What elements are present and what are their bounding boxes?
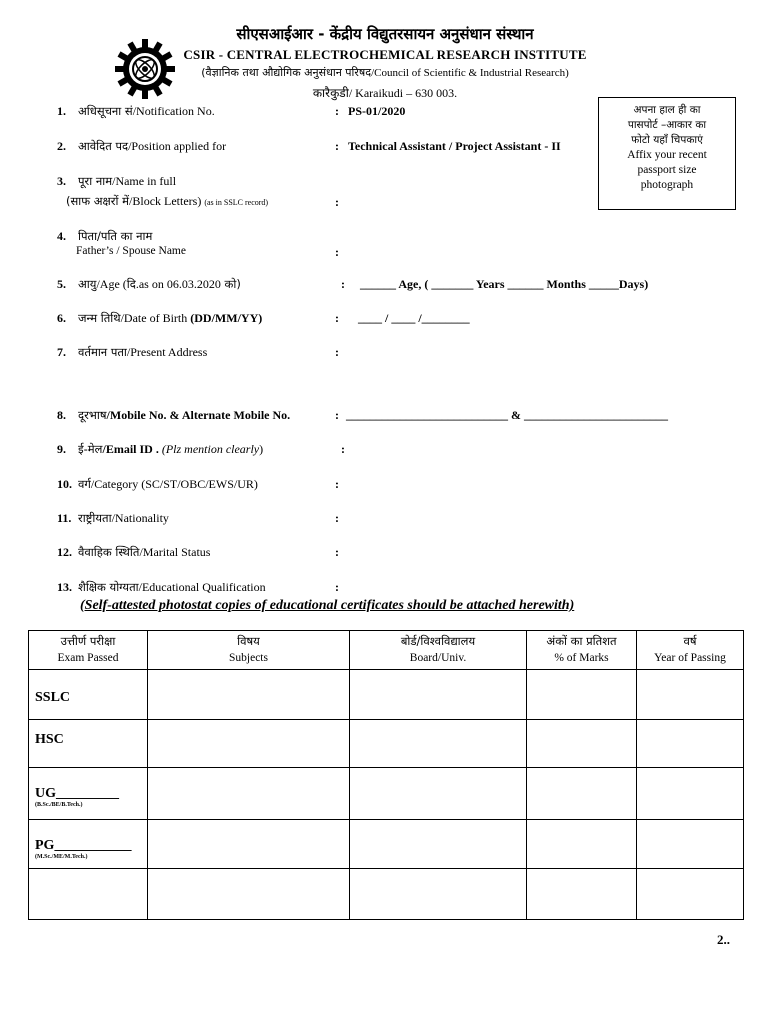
table-row xyxy=(29,670,744,720)
header-hindi: बोर्ड/विश्वविद्यालय xyxy=(400,634,476,648)
field-number: 8. xyxy=(57,408,66,422)
row-sublabel: (B.Sc./BE/B.Tech.) xyxy=(35,802,83,808)
row-label: HSC xyxy=(35,732,64,747)
table-cell[interactable] xyxy=(637,720,744,768)
table-cell[interactable] xyxy=(148,670,350,720)
field-label-english: /Name in full xyxy=(112,174,177,188)
field-colon: : xyxy=(335,477,339,491)
dob-input[interactable]: ____ / ____ /________ xyxy=(358,311,470,325)
field-label xyxy=(78,442,263,457)
institute-title-hindi: सीएसआईआर - केंद्रीय विद्युतरसायन अनुसंधान संस्थान xyxy=(236,25,534,43)
field-label xyxy=(78,408,290,423)
field-label-english: /Present Address xyxy=(126,345,208,359)
photo-hindi-line2: पासपोर्ट –आकार का xyxy=(627,119,707,131)
header-year xyxy=(637,631,744,670)
row-label: PG___________ xyxy=(35,838,132,853)
field-number: 12. xyxy=(57,545,72,559)
header-subjects xyxy=(148,631,350,670)
row-label-cell xyxy=(29,720,148,768)
table-row xyxy=(29,768,744,820)
table-cell[interactable] xyxy=(148,869,350,920)
table-cell[interactable] xyxy=(350,869,527,920)
header-board-univ xyxy=(350,631,527,670)
field-colon: : xyxy=(341,442,345,456)
photo-hindi-line3: फोटो यहाँ चिपकाएं xyxy=(631,134,703,146)
photo-box[interactable] xyxy=(598,97,736,210)
field-label-note: (as in SSLC record) xyxy=(204,198,269,207)
row-label-cell xyxy=(29,869,148,920)
field-number: 5. xyxy=(57,277,66,291)
field-label xyxy=(78,277,241,292)
table-cell[interactable] xyxy=(527,820,637,869)
table-cell[interactable] xyxy=(527,670,637,720)
field-label-hindi: दि xyxy=(126,277,136,291)
page-number: 2.. xyxy=(717,932,730,947)
field-colon: : xyxy=(335,511,339,525)
field-colon: : xyxy=(335,408,339,422)
field-number: 1. xyxy=(57,104,66,118)
education-table xyxy=(28,630,744,920)
field-colon: : xyxy=(335,245,339,259)
table-row xyxy=(29,820,744,869)
place-hindi: कारैकुडी xyxy=(312,86,349,100)
field-label-english: /Nationality xyxy=(111,511,169,525)
header-english: Subjects xyxy=(229,652,268,664)
row-label-cell xyxy=(29,768,148,820)
table-row xyxy=(29,720,744,768)
field-label-english: /Block Letters) xyxy=(129,194,202,208)
position-value: Technical Assistant / Project Assistant - II xyxy=(348,139,561,153)
table-cell[interactable] xyxy=(527,768,637,820)
field-label-hindi: वर्तमान पता xyxy=(78,345,127,359)
row-label-cell xyxy=(29,820,148,869)
field-number: 11. xyxy=(57,511,72,525)
age-input[interactable]: ______ Age, ( _______ Years ______ Months _____Days) xyxy=(360,277,649,291)
header-english: Exam Passed xyxy=(57,652,119,664)
header-marks xyxy=(527,631,637,670)
field-label-hindi: जन्म तिथि xyxy=(78,311,121,325)
field-label-hindi: (साफ अक्षरों में xyxy=(66,194,130,208)
field-colon: : xyxy=(335,580,339,594)
council-english: /Council of Scientific & Industrial Research) xyxy=(371,67,569,79)
place-english: / Karaikudi – 630 003. xyxy=(348,86,458,100)
photo-english-line1: Affix your recent xyxy=(627,149,707,161)
header-hindi: अंकों का प्रतिशत xyxy=(546,634,617,648)
row-sublabel: (M.Sc./ME/M.Tech.) xyxy=(35,854,88,860)
photo-english-line3: photograph xyxy=(640,179,694,191)
field-label-hindi: आयु xyxy=(78,277,97,291)
table-cell[interactable] xyxy=(350,720,527,768)
photo-english-line2: passport size xyxy=(637,164,697,176)
header-english: Year of Passing xyxy=(654,652,726,664)
table-header-row xyxy=(29,631,744,670)
field-label xyxy=(78,229,152,244)
field-label-english: /Notification No. xyxy=(132,104,215,118)
field-label-english: /Position applied for xyxy=(128,139,227,153)
institute-title-english: CSIR - CENTRAL ELECTROCHEMICAL RESEARCH INSTITUTE xyxy=(183,47,587,62)
field-label xyxy=(78,311,262,326)
mobile-input[interactable]: ___________________________ & ________________________ xyxy=(346,408,668,422)
table-cell[interactable] xyxy=(527,720,637,768)
council-hindi: (वैज्ञानिक तथा औद्योगिक अनुसंधान परिषद xyxy=(201,66,372,79)
table-cell[interactable] xyxy=(527,869,637,920)
field-colon: : xyxy=(335,104,339,118)
field-label xyxy=(78,511,169,526)
field-label-hindi: राष्ट्रीयता xyxy=(78,511,112,525)
field-label xyxy=(78,174,176,189)
field-number: 9. xyxy=(57,442,66,456)
table-cell[interactable] xyxy=(350,768,527,820)
field-label xyxy=(78,545,210,560)
row-label-cell xyxy=(29,670,148,720)
field-label-english: .as on 06.03.2020 xyxy=(135,277,221,291)
header-hindi: वर्ष xyxy=(683,634,697,648)
field-label xyxy=(78,477,258,492)
notification-no-value: PS-01/2020 xyxy=(348,104,406,118)
header-hindi: विषय xyxy=(237,634,260,648)
field-colon: : xyxy=(335,195,339,209)
field-label-hindi: को) xyxy=(220,277,241,291)
field-label xyxy=(78,345,207,360)
field-colon: : xyxy=(335,311,339,325)
field-number: 4. xyxy=(57,229,66,243)
header-hindi: उत्तीर्ण परीक्षा xyxy=(60,634,116,648)
field-label-format: (DD/MM/YY) xyxy=(190,311,263,325)
field-number: 10. xyxy=(57,477,72,491)
field-colon: : xyxy=(335,345,339,359)
field-label-hindi: अधिसूचना सं xyxy=(78,104,133,118)
table-cell[interactable] xyxy=(637,670,744,720)
row-label: SSLC xyxy=(35,690,71,705)
field-label-english: /Educational Qualification xyxy=(138,580,266,594)
table-cell[interactable] xyxy=(350,820,527,869)
field-label-english: /Category (SC/ST/OBC/EWS/UR) xyxy=(90,477,258,491)
field-label-hindi: वैवाहिक स्थिति xyxy=(78,545,140,559)
field-label-english: /Date of Birth xyxy=(120,311,191,325)
table-cell[interactable] xyxy=(148,720,350,768)
field-label-hindi: वर्ग xyxy=(78,477,91,491)
table-cell[interactable] xyxy=(637,869,744,920)
field-label xyxy=(78,104,215,119)
field-colon: : xyxy=(335,545,339,559)
table-row xyxy=(29,869,744,920)
field-label xyxy=(78,580,266,595)
row-label: UG_________ xyxy=(35,786,119,801)
table-cell[interactable] xyxy=(148,768,350,820)
field-label-english-line2: Father’s / Spouse Name xyxy=(76,245,186,257)
table-cell[interactable] xyxy=(637,820,744,869)
field-label-hindi: आवेदित पद xyxy=(78,139,129,153)
header-english: % of Marks xyxy=(554,652,609,664)
table-cell[interactable] xyxy=(350,670,527,720)
field-number: 13. xyxy=(57,580,72,594)
field-label-english: /Email ID . xyxy=(102,442,162,456)
field-label-line2 xyxy=(66,194,268,209)
header-english: Board/Univ. xyxy=(409,652,467,664)
field-label-english: /Marital Status xyxy=(139,545,211,559)
header-exam-passed xyxy=(29,631,148,670)
field-number: 7. xyxy=(57,345,66,359)
field-number: 3. xyxy=(57,174,66,188)
field-colon: : xyxy=(341,277,345,291)
field-number: 6. xyxy=(57,311,66,325)
field-label-english: /Mobile No. & Alternate Mobile No. xyxy=(106,408,291,422)
field-label xyxy=(78,139,226,154)
table-cell[interactable] xyxy=(637,768,744,820)
field-number: 2. xyxy=(57,139,66,153)
photo-hindi-line1: अपना हाल ही का xyxy=(633,104,701,116)
certificates-note: (Self-attested photostat copies of educational certificates should be attached herewith) xyxy=(80,598,575,613)
field-label-tail: ) xyxy=(259,442,264,456)
field-label-hindi: दूरभाष xyxy=(78,408,107,422)
field-colon: : xyxy=(335,139,339,153)
field-label-hindi: शैक्षिक योग्यता xyxy=(78,580,139,594)
field-label-hindi: ई-मेल xyxy=(78,442,103,456)
field-label-english: /Age ( xyxy=(96,277,127,291)
field-label-hindi: पूरा नाम xyxy=(78,174,113,188)
field-label-hindi: पिता/पति का नाम xyxy=(78,229,153,243)
table-cell[interactable] xyxy=(148,820,350,869)
council-line xyxy=(0,65,770,80)
field-label-note: (Plz mention clearly xyxy=(161,442,260,456)
